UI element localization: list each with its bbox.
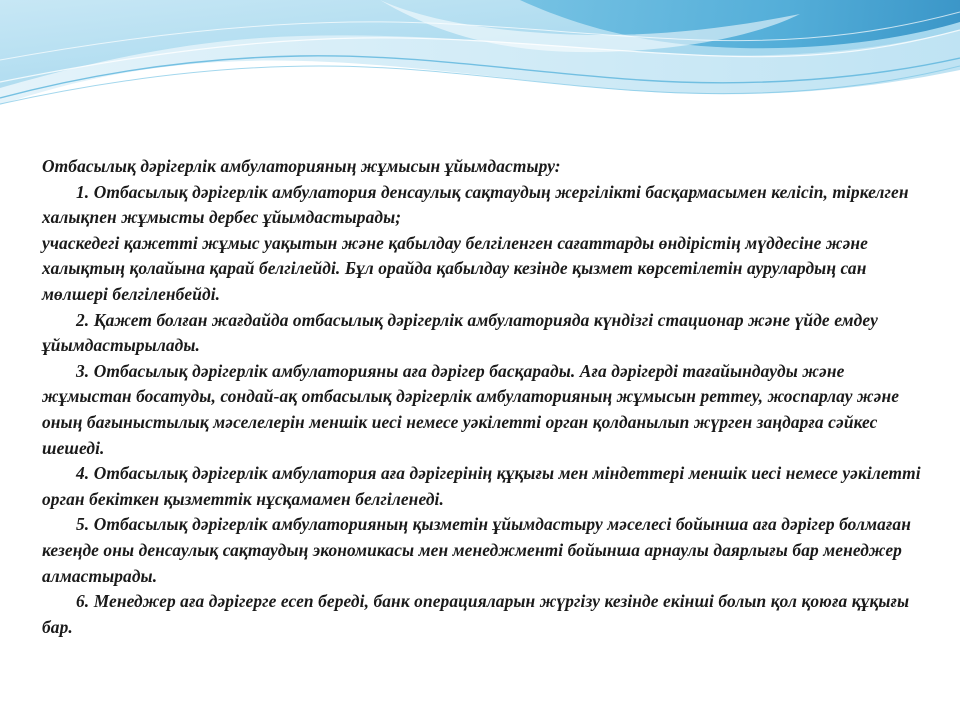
paragraph-6: 6. Менеджер аға дәрігерге есеп береді, банк операцияларын жүргізу кезінде екінші болып қол қоюға құқығы бар. <box>42 591 910 637</box>
wave-header-decoration <box>0 0 960 140</box>
paragraph-5: 5. Отбасылық дәрігерлік амбулаторияның қызметін ұйымдастыру мәселесі бойынша аға дәрігер болмаған кезеңде оны денсаулық сақтаудың экономикасы мен менеджменті бойынша арнаулы даярлығы бар менеджер алмастырады. <box>42 514 911 586</box>
paragraph-1: 1. Отбасылық дәрігерлік амбулатория денсаулық сақтаудың жергілікті басқармасымен келісіп, тіркелген халықпен жұмысты дербес ұйымдастырады; <box>42 181 909 228</box>
paragraph-4: 4. Отбасылық дәрігерлік амбулатория аға дәрігерінің құқығы мен міндеттері меншік иесі немесе уәкілетті орган бекіткен қызметтік нұсқамамен белгіленеді. <box>42 463 921 509</box>
document-body <box>42 154 922 640</box>
paragraph-3: 3. Отбасылық дәрігерлік амбулаторияны аға дәрігер басқарады. Аға дәрігерді тағайындауды және жұмыстан босатуды, сондай-ақ отбасылық дәрігерлік амбулаторияның жұмысын реттеу, жоспарлау және оның бағыныстылық мәселелерін меншік иесі немесе уәкілетті орган қолданылып жүрген заңдарға сәйкес шешеді. <box>42 360 900 458</box>
document-heading: Отбасылық дәрігерлік амбулаторияның жұмысын ұйымдастыру: <box>42 156 561 176</box>
paragraph-1-continuation: учаскедегі қажетті жұмыс уақытын және қабылдау белгіленген сағаттарды өндірістің мүддесіне және халықтың қолайына қарай белгілейді. Бұл орайда қабылдау кезінде қызмет көрсетілетін аурулардың сан мөлшері белгіленбейді. <box>42 232 868 304</box>
paragraph-2: 2. Қажет болған жағдайда отбасылық дәрігерлік амбулаторияда күндізгі стационар және үйде емдеу ұйымдастырылады. <box>42 309 878 356</box>
